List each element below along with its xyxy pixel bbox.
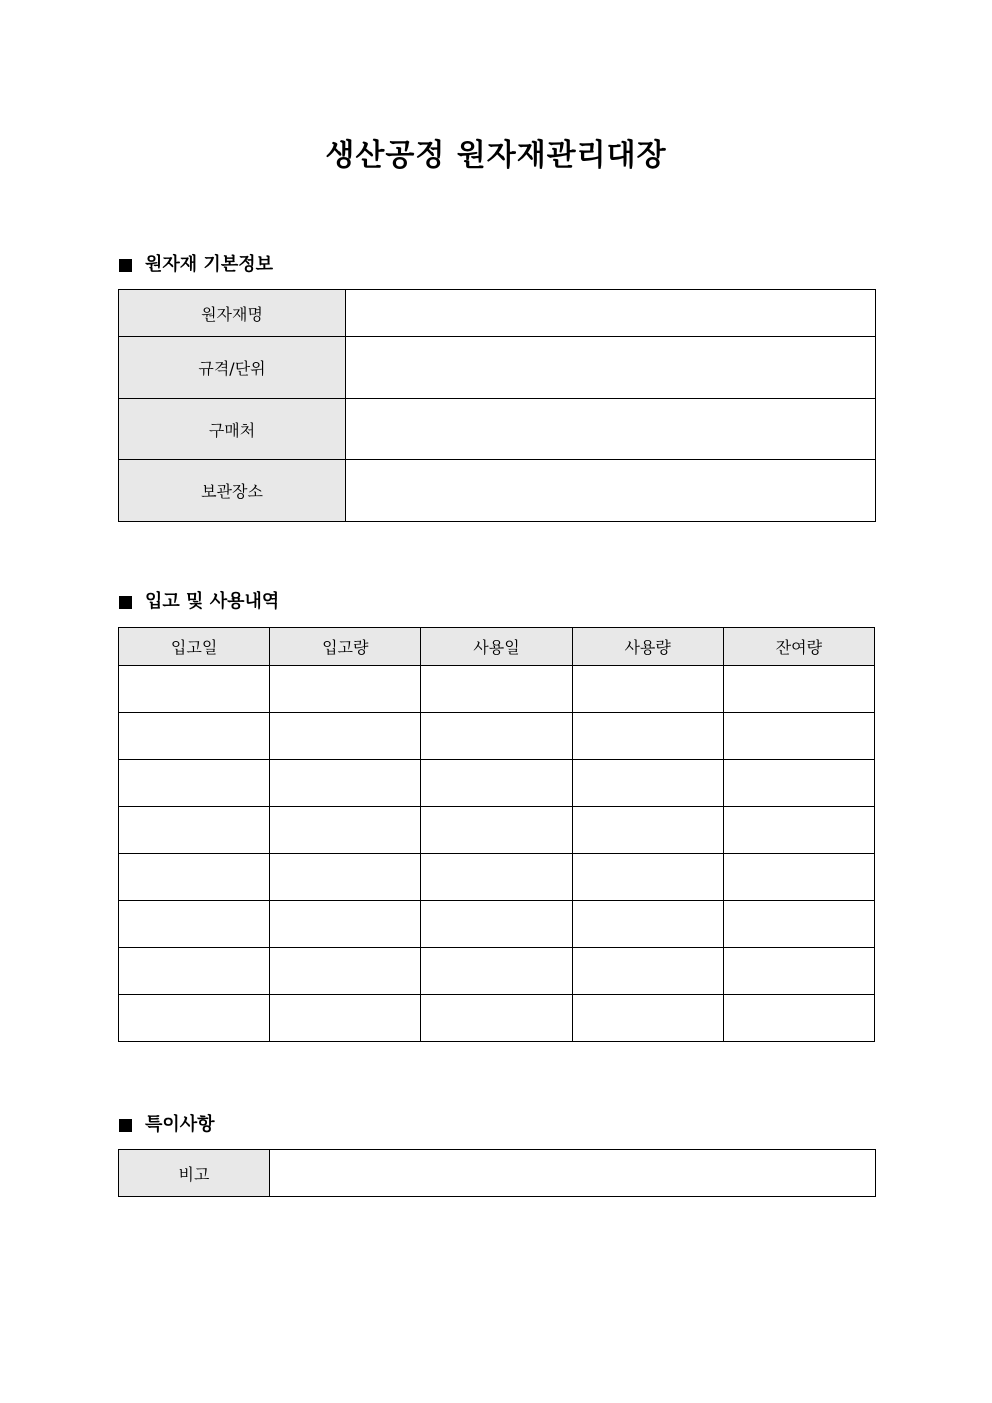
table-cell[interactable] — [119, 901, 270, 948]
table-cell[interactable] — [119, 666, 270, 713]
table-cell[interactable] — [421, 995, 572, 1042]
table-cell[interactable] — [270, 760, 421, 807]
column-header: 입고일 — [119, 628, 270, 666]
material-name-field[interactable] — [346, 290, 876, 337]
storage-location-field[interactable] — [346, 460, 876, 522]
table-cell[interactable] — [119, 713, 270, 760]
table-row — [119, 948, 875, 995]
spec-unit-label: 규격/단위 — [119, 337, 346, 399]
table-cell[interactable] — [119, 807, 270, 854]
table-row — [119, 995, 875, 1042]
table-cell[interactable] — [572, 760, 723, 807]
notes-table — [118, 1149, 876, 1197]
table-row — [119, 399, 876, 460]
notes-heading-text: 특이사항 — [145, 1114, 215, 1135]
basic-info-table — [118, 289, 876, 522]
history-heading-text: 입고 및 사용내역 — [145, 591, 280, 612]
table-cell[interactable] — [723, 901, 874, 948]
table-cell[interactable] — [572, 666, 723, 713]
table-cell[interactable] — [572, 713, 723, 760]
table-cell[interactable] — [572, 948, 723, 995]
table-row — [119, 1150, 876, 1197]
table-row — [119, 666, 875, 713]
table-cell[interactable] — [572, 807, 723, 854]
history-heading — [119, 590, 279, 614]
table-cell[interactable] — [270, 854, 421, 901]
square-bullet-icon — [119, 596, 132, 609]
column-header: 입고량 — [270, 628, 421, 666]
table-cell[interactable] — [270, 995, 421, 1042]
square-bullet-icon — [119, 259, 132, 272]
remarks-field[interactable] — [270, 1150, 876, 1197]
table-cell[interactable] — [421, 807, 572, 854]
column-header: 사용일 — [421, 628, 572, 666]
table-cell[interactable] — [119, 760, 270, 807]
supplier-label: 구매처 — [119, 399, 346, 460]
table-row — [119, 901, 875, 948]
notes-heading — [119, 1113, 215, 1137]
table-row — [119, 290, 876, 337]
history-table-body — [119, 666, 875, 1042]
table-cell[interactable] — [421, 948, 572, 995]
column-header: 잔여량 — [723, 628, 874, 666]
table-cell[interactable] — [270, 713, 421, 760]
supplier-field[interactable] — [346, 399, 876, 460]
table-cell[interactable] — [270, 666, 421, 713]
table-cell[interactable] — [723, 995, 874, 1042]
column-header: 사용량 — [572, 628, 723, 666]
basic-info-heading-text: 원자재 기본정보 — [145, 254, 273, 275]
table-cell[interactable] — [723, 666, 874, 713]
table-row — [119, 760, 875, 807]
table-cell[interactable] — [723, 713, 874, 760]
storage-location-label: 보관장소 — [119, 460, 346, 522]
table-cell[interactable] — [723, 760, 874, 807]
table-cell[interactable] — [119, 948, 270, 995]
table-cell[interactable] — [572, 995, 723, 1042]
table-cell[interactable] — [421, 854, 572, 901]
table-cell[interactable] — [723, 807, 874, 854]
table-cell[interactable] — [723, 948, 874, 995]
table-cell[interactable] — [421, 666, 572, 713]
table-cell[interactable] — [270, 901, 421, 948]
table-cell[interactable] — [421, 901, 572, 948]
table-header-row — [119, 628, 875, 666]
table-cell[interactable] — [572, 854, 723, 901]
material-name-label: 원자재명 — [119, 290, 346, 337]
table-row — [119, 807, 875, 854]
table-cell[interactable] — [421, 760, 572, 807]
table-cell[interactable] — [421, 713, 572, 760]
table-row — [119, 460, 876, 522]
basic-info-heading — [119, 253, 273, 277]
table-cell[interactable] — [270, 807, 421, 854]
table-cell[interactable] — [572, 901, 723, 948]
spec-unit-field[interactable] — [346, 337, 876, 399]
table-row — [119, 337, 876, 399]
remarks-label: 비고 — [119, 1150, 270, 1197]
table-row — [119, 713, 875, 760]
table-cell[interactable] — [270, 948, 421, 995]
table-row — [119, 854, 875, 901]
page-title: 생산공정 원자재관리대장 — [325, 138, 667, 173]
table-cell[interactable] — [119, 995, 270, 1042]
table-cell[interactable] — [723, 854, 874, 901]
table-cell[interactable] — [119, 854, 270, 901]
square-bullet-icon — [119, 1119, 132, 1132]
history-table — [118, 627, 875, 1042]
